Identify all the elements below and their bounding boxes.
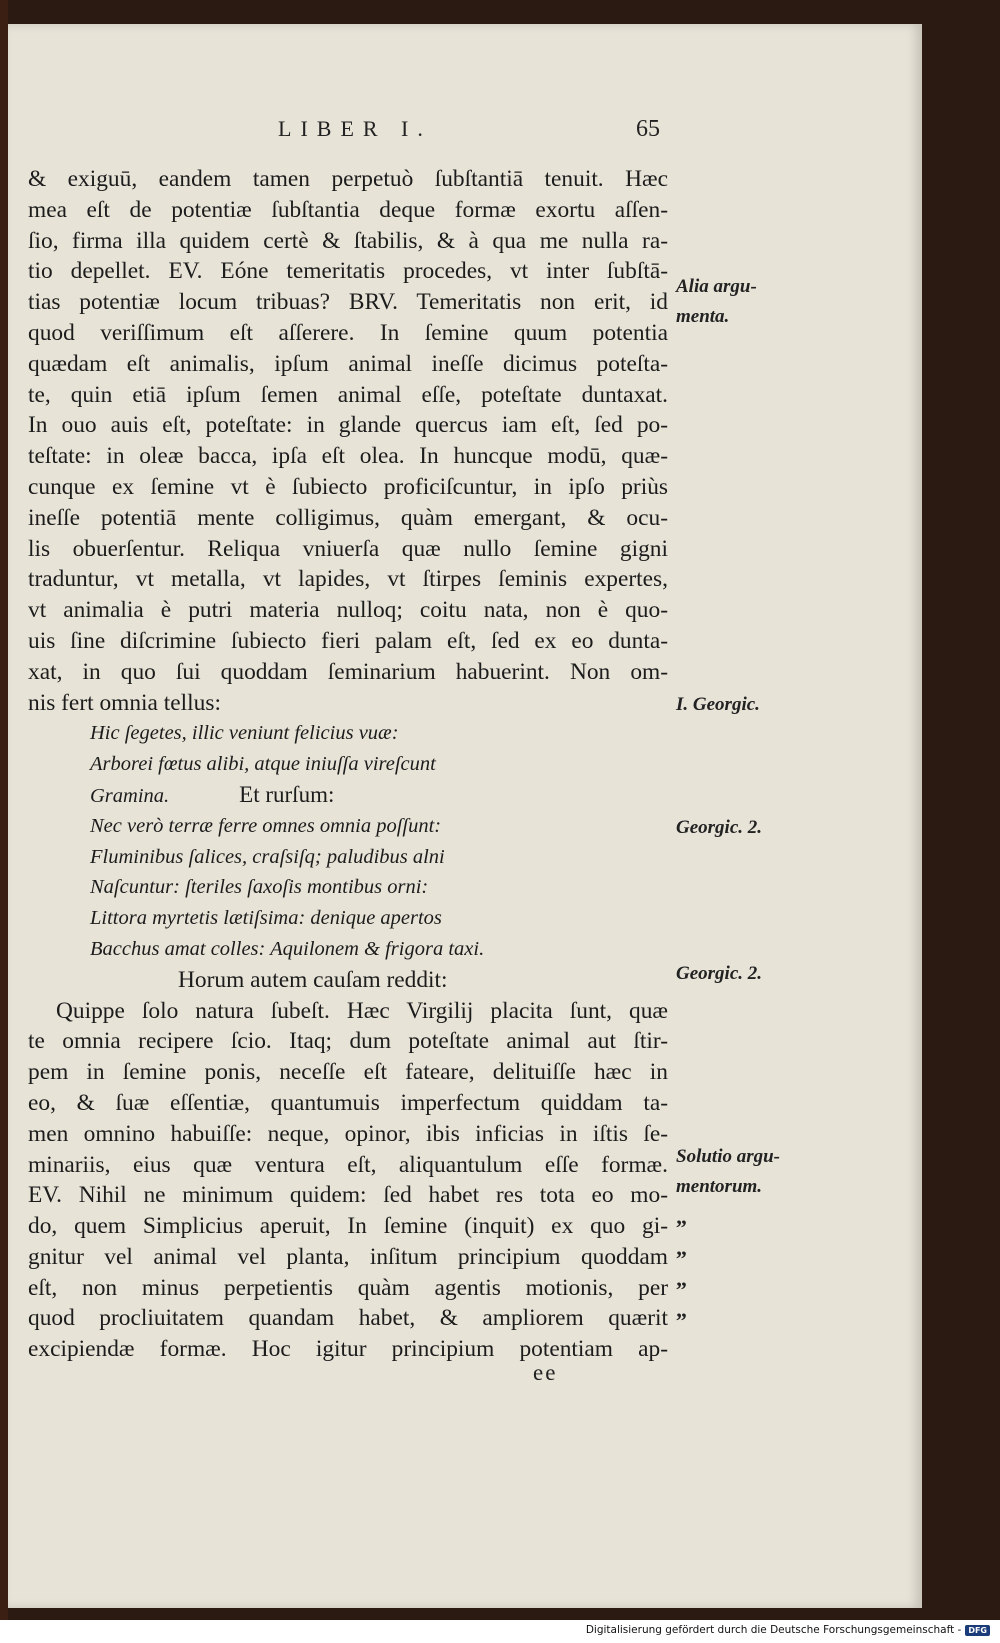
text-line: minariis, eius quæ ventura eſt, aliquantulum eſſe formæ. bbox=[28, 1151, 668, 1178]
running-title: LIBER I. bbox=[278, 116, 432, 141]
text-line: eo, & ſuæ eſſentiæ, quantumuis imperfectum quiddam ta- bbox=[28, 1089, 668, 1116]
margin-note-line: mentorum. bbox=[676, 1176, 763, 1197]
text-line: teſtate: in oleæ bacca, ipſa eſt olea. In huncque modū, quæ- bbox=[28, 443, 668, 470]
text-line: excipiendæ formæ. Hoc igitur principium potentiam ap- bbox=[28, 1336, 668, 1363]
text-line: Quippe ſolo natura ſubeſt. Hæc Virgilij placita ſunt, quæ bbox=[56, 997, 668, 1024]
margin-note-line: Alia argu- bbox=[676, 276, 757, 297]
funding-footer bbox=[586, 1624, 990, 1636]
margin-note-georgic-2b: Georgic. 2. bbox=[676, 963, 763, 984]
main-text bbox=[28, 164, 668, 1365]
text-line: In ouo auis eſt, poteſtate: in glande quercus iam eſt, ſed po- bbox=[28, 412, 668, 439]
margin-note-georgic-2: Georgic. 2. bbox=[676, 817, 763, 838]
text-line: tio depellet. EV. Eóne temeritatis procedes, vt inter ſubſtā- bbox=[28, 258, 668, 285]
verse-line: Arborei fœtus alibi, atque iniuſſa vireſcunt bbox=[90, 753, 436, 776]
text-line: men omnino habuiſſe: neque, opinor, ibis inficias in iſtis ſe- bbox=[28, 1120, 668, 1147]
verse-line: Bacchus amat colles: Aquilonem & frigora taxi. bbox=[90, 937, 485, 960]
text-line: te omnia recipere ſcio. Itaq; dum poteſtate animal aut ſtir- bbox=[28, 1028, 668, 1055]
verse-line: Nec verò terræ ferre omnes omnia poſſunt: bbox=[90, 814, 442, 837]
verse-line: Fluminibus ſalices, craſsiſq; paludibus alni bbox=[90, 845, 445, 868]
margin-note-line: menta. bbox=[676, 306, 730, 327]
text-line: quod veriſſimum eſt aſſerere. In ſemine quum potentia bbox=[28, 319, 668, 346]
signature-mark: ee bbox=[533, 1360, 558, 1385]
text-line: vt animalia è putri materia nulloq; coitu nata, non è quo- bbox=[28, 597, 668, 624]
text-line: cunque ex ſemine vt è ſubiecto proficiſcuntur, in ipſo priùs bbox=[28, 473, 668, 500]
text-line: uis ſine diſcrimine ſubiecto fieri palam eſt, ſed ex eo dunta- bbox=[28, 627, 668, 654]
text-line: lis obuerſentur. Reliqua vniuerſa quæ nullo ſemine gigni bbox=[28, 535, 668, 562]
binding-edge bbox=[0, 0, 8, 1620]
text-line: eſt, non minus perpetientis quàm agentis motionis, per bbox=[28, 1274, 668, 1301]
verse-line: Naſcuntur: ſteriles ſaxoſis montibus orni: bbox=[90, 876, 429, 899]
text-line: ſio, firma illa quidem certè & ſtabilis, & à qua me nulla ra- bbox=[28, 227, 668, 254]
quotation-mark: „ bbox=[676, 1235, 687, 1260]
text-line: mea eſt de potentiæ ſubſtantia deque formæ exortu aſſen- bbox=[28, 196, 668, 223]
funding-text: Digitalisierung gefördert durch die Deutsche Forschungsgemeinschaft - bbox=[585, 1624, 962, 1636]
margin-note-line: Solutio argu- bbox=[676, 1146, 781, 1167]
verse-interjection: Et rurſum: bbox=[239, 781, 335, 807]
text-line: EV. Nihil ne minimum quidem: ſed habet res tota eo mo- bbox=[28, 1182, 668, 1209]
verse-word: Gramina. bbox=[90, 784, 170, 807]
book-page bbox=[8, 24, 922, 1608]
text-line: xat, in quo ſui quoddam ſeminarium habuerint. Non om- bbox=[28, 658, 668, 685]
text-line: traduntur, vt metalla, vt lapides, vt ſtirpes ſeminis expertes, bbox=[28, 566, 668, 593]
text-line: quod procliuitatem quandam habet, & ampliorem quærit bbox=[28, 1305, 668, 1332]
margin-note-solutio bbox=[676, 1142, 906, 1202]
text-line: gnitur vel animal vel planta, inſitum principium quoddam bbox=[28, 1243, 668, 1270]
text-line: nis fert omnia tellus: bbox=[28, 689, 221, 716]
text-line: tias potentiæ locum tribuas? BRV. Temeritatis non erit, id bbox=[28, 289, 668, 316]
dfg-logo-icon: DFG bbox=[965, 1625, 990, 1636]
margin-note-georgic-1: I. Georgic. bbox=[676, 694, 760, 715]
quotation-mark: „ bbox=[676, 1297, 687, 1322]
margin-note-alia-argumenta bbox=[676, 272, 906, 332]
transition-line: Horum autem cauſam reddit: bbox=[178, 966, 448, 993]
running-head bbox=[8, 116, 922, 146]
verse-line: Littora myrtetis lætiſsima: denique apertos bbox=[90, 907, 442, 930]
verse-line bbox=[28, 780, 668, 811]
verse-line: Hic ſegetes, illic veniunt felicius vuæ: bbox=[90, 722, 399, 745]
text-line: quædam eſt animalis, ipſum animal ineſſe dicimus poteſta- bbox=[28, 350, 668, 377]
text-line: ineſſe potentiā mente colligimus, quàm emergant, & ocu- bbox=[28, 504, 668, 531]
text-line: te, quin etiā ipſum ſemen animal eſſe, poteſtate duntaxat. bbox=[28, 381, 668, 408]
text-line: & exiguū, eandem tamen perpetuò ſubſtantiā tenuit. Hæc bbox=[28, 166, 668, 192]
quotation-mark: „ bbox=[676, 1266, 687, 1291]
text-line: do, quem Simplicius aperuit, In ſemine (inquit) ex quo gi- bbox=[28, 1213, 668, 1240]
text-line: pem in ſemine ponis, neceſſe eſt fateare, delituiſſe hæc in bbox=[28, 1059, 668, 1086]
page-number: 65 bbox=[636, 116, 660, 142]
quotation-mark: „ bbox=[676, 1204, 687, 1229]
